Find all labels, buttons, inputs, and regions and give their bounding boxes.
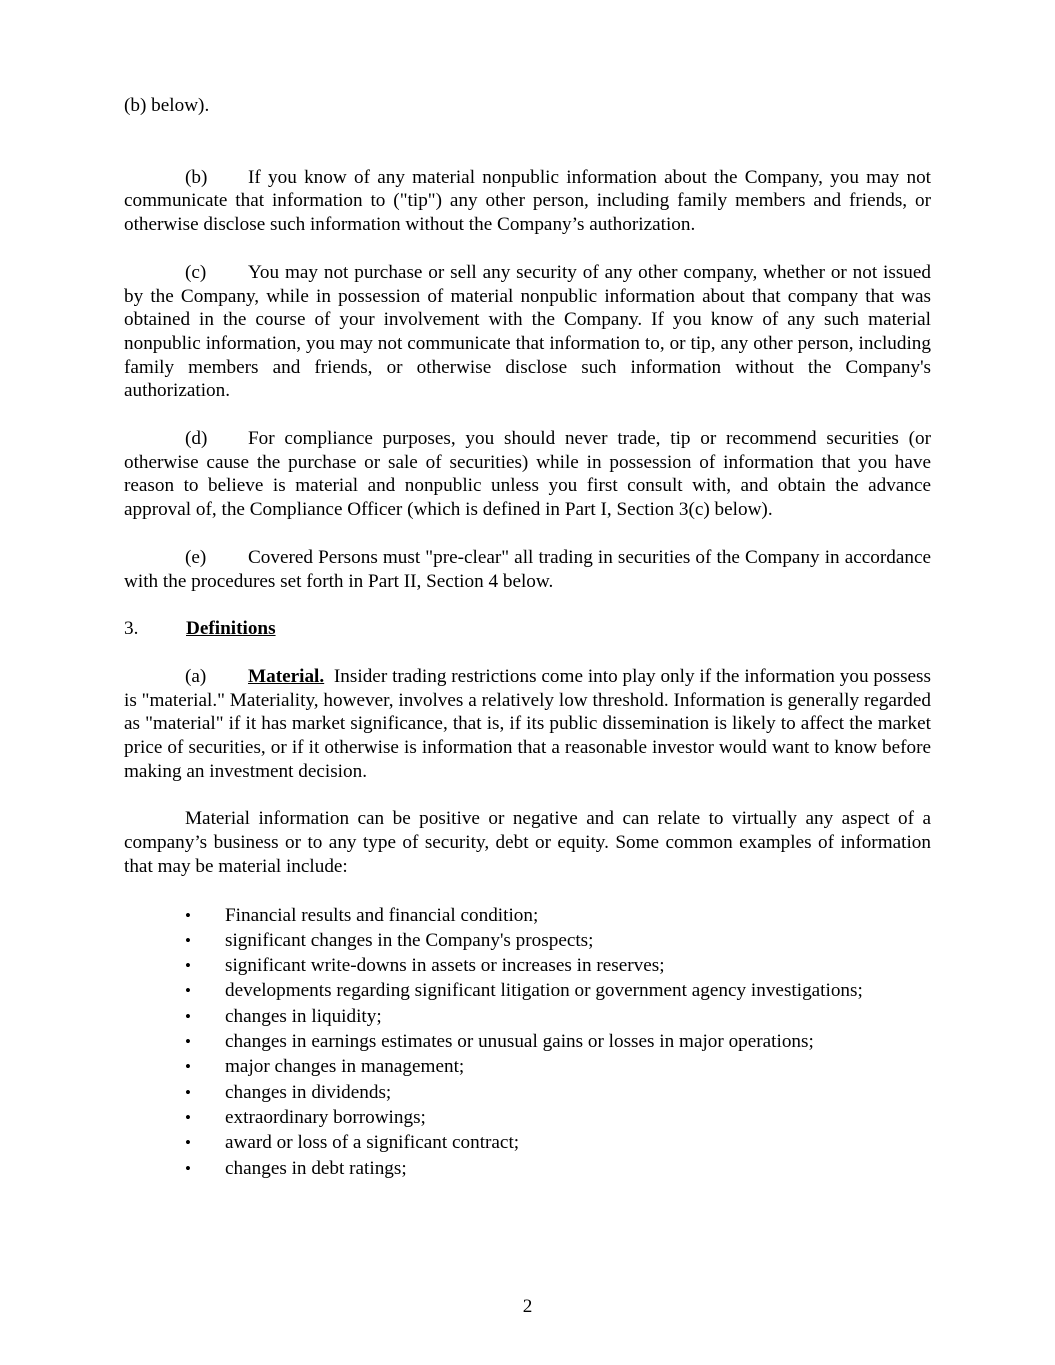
paragraph-label: (c) [185,261,207,283]
material-info-intro: Material information can be positive or negative and can relate to virtually any aspect of a company’s business or to any type of security, debt or equity. Some common examples of information that may be material include: [124,808,931,877]
paragraph-text: Covered Persons must "pre-clear" all trading in securities of the Company in accordance with the procedures set forth in Part II, Section 4 below. [124,546,931,592]
bullet-icon: • [185,1133,191,1153]
paragraph-d [124,427,931,522]
defined-term: Material. [248,665,325,687]
paragraph-label: (d) [185,428,208,450]
section-title: Definitions [186,618,276,640]
paragraph-text: For compliance purposes, you should never trade, tip or recommend securities (or otherwise cause the purchase or sale of securities) while in possession of information that you have reason to believe is material and nonpublic unless you first consult with, and obtain the advance approval of, the Compliance Officer (which is defined in Part I, Section 3(c) below). [124,428,931,521]
bullet-icon: • [185,1158,191,1178]
list-item: • changes in liquidity; [124,1004,931,1029]
list-item: • significant changes in the Company's prospects; [124,928,931,953]
paragraph-e [124,546,931,593]
bullet-icon: • [185,905,191,925]
continuation-text: (b) below). [124,95,210,116]
paragraph-label: (b) [185,166,208,188]
paragraph-text: If you know of any material nonpublic information about the Company, you may not communicate that information to ("tip") any other person, including family members and friends, or otherwise disclose such information without the Company’s authorization. [124,166,931,236]
list-item: • developments regarding significant litigation or government agency investigations; [124,978,931,1003]
bullet-icon: • [185,956,191,976]
bullet-icon: • [185,981,191,1001]
paragraph-c [124,261,931,403]
list-item: • award or loss of a significant contract; [124,1130,931,1155]
definition-material [124,665,931,784]
paragraph-label: (e) [185,546,207,568]
paragraph-label: (a) [185,665,207,687]
bullet-icon: • [185,1057,191,1077]
list-item: • changes in dividends; [124,1080,931,1105]
bullet-icon: • [185,1032,191,1052]
bullet-icon: • [185,930,191,950]
list-item: • Financial results and financial condition; [124,903,931,928]
bullet-icon: • [185,1082,191,1102]
list-item: • changes in debt ratings; [124,1156,931,1181]
section-number: 3. [124,618,139,640]
list-item: • extraordinary borrowings; [124,1105,931,1130]
page-number: 2 [522,1296,533,1317]
list-item: • significant write-downs in assets or increases in reserves; [124,953,931,978]
list-item: • changes in earnings estimates or unusual gains or losses in major operations; [124,1029,931,1054]
document-page [124,94,931,1181]
list-item: • major changes in management; [124,1054,931,1079]
bullet-icon: • [185,1107,191,1127]
examples-list [124,903,931,1181]
bullet-icon: • [185,1006,191,1026]
paragraph-text: You may not purchase or sell any security of any other company, whether or not issued by the Company, while in possession of material nonpublic information about that company that was obtained in the course of your involvement with the Company. If you know of any such material nonpublic information, you may not communicate that information to, or tip, any other person, including family members and friends, or otherwise disclose such information without the Company's authorization. [124,261,931,402]
section-heading [124,617,931,641]
paragraph-b [124,166,931,237]
paragraph-text: Insider trading restrictions come into play only if the information you possess is "material." Materiality, however, involves a relatively low threshold. Information is generally regarded as "material" if it has market significance, that is, if its public dissemination is likely to affect the market price of securities, or if it otherwise is information that a reasonable investor would want to know before making an investment decision. [124,665,931,782]
